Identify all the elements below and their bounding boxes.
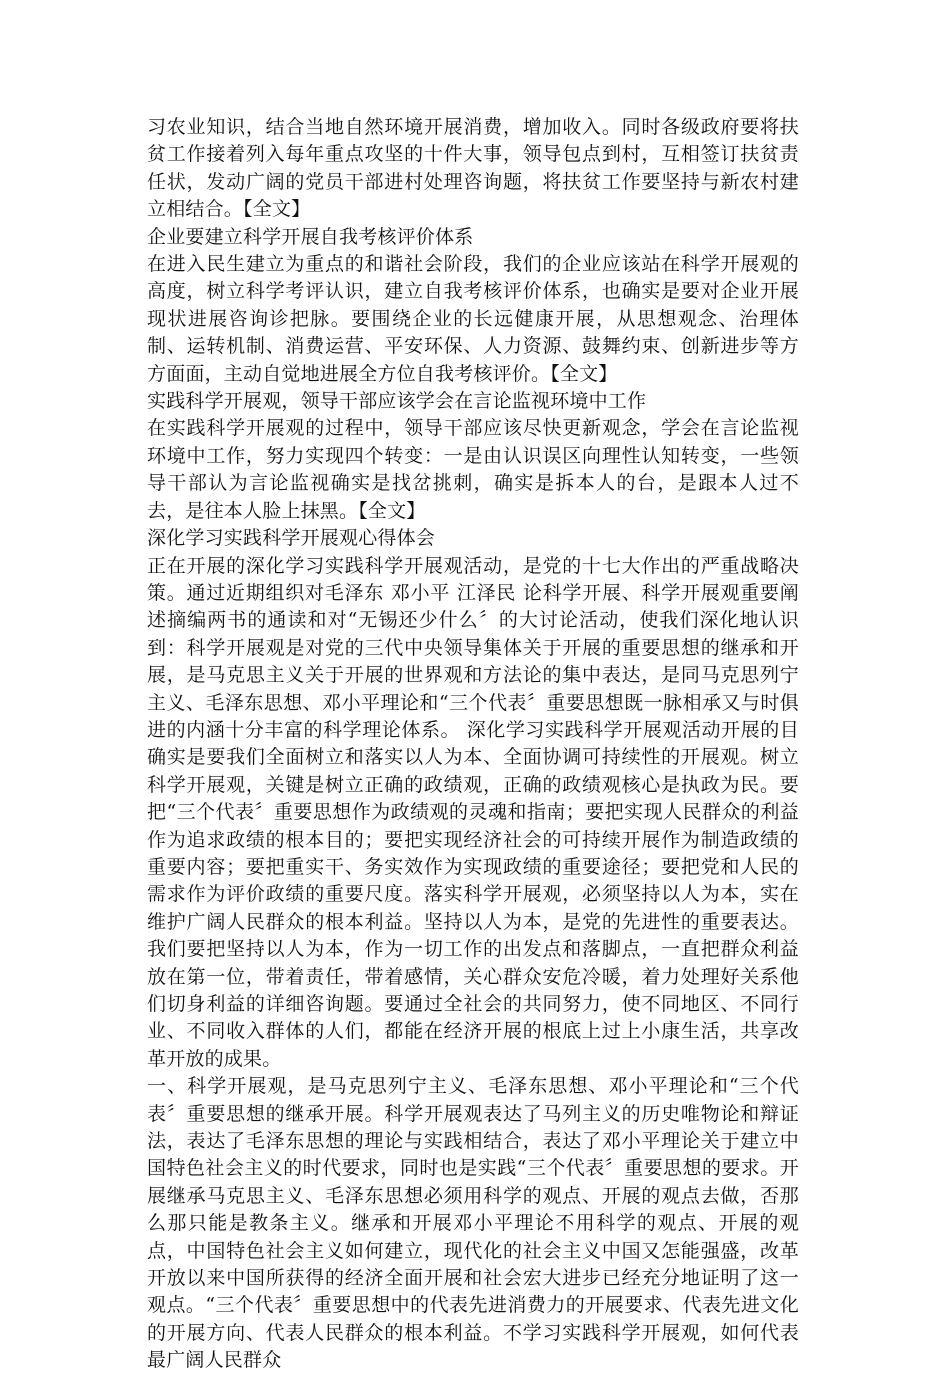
paragraph-study-experience: 正在开展的深化学习实践科学开展观活动，是党的十七大作出的严重战略决策。通过近期组织对毛泽东 邓小平 江泽民 论科学开展、科学开展观重要阐述摘编两书的通读和对“无锡还少什么〞的大讨论活动，使我们深化地认识到：科学开展观是对党的三代中央领导集体关于开展的重要思想的继承和开展，是马克思主义关于开展的世界观和方法论的集中表达，是同马克思列宁主义、毛泽东思想、邓小平理论和“三个代表〞重要思想既一脉相承又与时俱进的内涵十分丰富的科学理论体系。 深化学习实践科学开展观活动开展的目确实是要我们全面树立和落实以人为本、全面协调可持续性的开展观。树立科学开展观，关键是树立正确的政绩观，正确的政绩观核心是执政为民。要把“三个代表〞重要思想作为政绩观的灵魂和指南；要把实现人民群众的利益作为追求政绩的根本目的；要把实现经济社会的可持续开展作为制造政绩的重要内容；要把重实干、务实效作为实现政绩的重要途径；要把党和人民的需求作为评价政绩的重要尺度。落实科学开展观，必须坚持以人为本，实在维护广阔人民群众的根本利益。坚持以人为本，是党的先进性的重要表达。我们要把坚持以人为本，作为一切工作的出发点和落脚点，一直把群众利益放在第一位，带着责任，带着感情，关心群众安危冷暖，着力处理好关系他们切身利益的详细咨询题。要通过全社会的共同努力，使不同地区、不同行业、不同收入群体的人们，都能在经济开展的根底上过上小康生活，共享改革开放的成果。 (147, 554, 799, 1070)
paragraph-intro: 习农业知识，结合当地自然环境开展消费，增加收入。同时各级政府要将扶贫工作接着列入每年重点攻坚的十件大事，领导包点到村，互相签订扶贫责任状，发动广阔的党员干部进村处理咨询题，将扶贫工作要坚持与新农村建立相结合。【全文】 (147, 116, 799, 221)
paragraph-point-one: 一、科学开展观，是马克思列宁主义、毛泽东思想、邓小平理论和“三个代表〞重要思想的继承开展。科学开展观表达了马列主义的历史唯物论和辩证法，表达了毛泽东思想的理论与实践相结合，表达了邓小平理论关于建立中国特色社会主义的时代要求，同时也是实践“三个代表〞重要思想的要求。开展继承马克思主义、毛泽东思想必须用科学的观点、开展的观点去做，否那么那只能是教条主义。继承和开展邓小平理论不用科学的观点、开展的观点，中国特色社会主义如何建立，现代化的社会主义中国又怎能强盛，改革开放以来中国所获得的经济全面开展和社会宏大进步已经充分地证明了这一观点。“三个代表〞重要思想中的代表先进消费力的开展要求、代表先进文化的开展方向、代表人民群众的根本利益。不学习实践科学开展观，如何代表最广阔人民群众 (147, 1075, 799, 1372)
paragraph-public-opinion: 在实践科学开展观的过程中，领导干部应该尽快更新观念，学会在言论监视环境中工作，努力实现四个转变：一是由认识误区向理性认知转变，一些领导干部认为言论监视确实是找岔挑刺，确实是拆本人的台，是跟本人过不去，是往本人脸上抹黑。【全文】 (147, 417, 799, 522)
section-heading-public-opinion: 实践科学开展观，领导干部应该学会在言论监视环境中工作 (147, 390, 647, 413)
document-page (147, 114, 799, 1375)
paragraph-enterprise-evaluation: 在进入民生建立为重点的和谐社会阶段，我们的企业应该站在科学开展观的高度，树立科学考评认识，建立自我考核评价体系，也确实是要对企业开展现状进展咨询诊把脉。要围绕企业的长远健康开展，从思想观念、治理体制、运转机制、消费运营、平安环保、人力资源、鼓舞约束、创新进步等方方面面，主动自觉地进展全方位自我考核评价。【全文】 (147, 253, 799, 385)
section-heading-enterprise-evaluation: 企业要建立科学开展自我考核评价体系 (147, 225, 474, 248)
section-heading-study-experience: 深化学习实践科学开展观心得体会 (147, 527, 436, 550)
